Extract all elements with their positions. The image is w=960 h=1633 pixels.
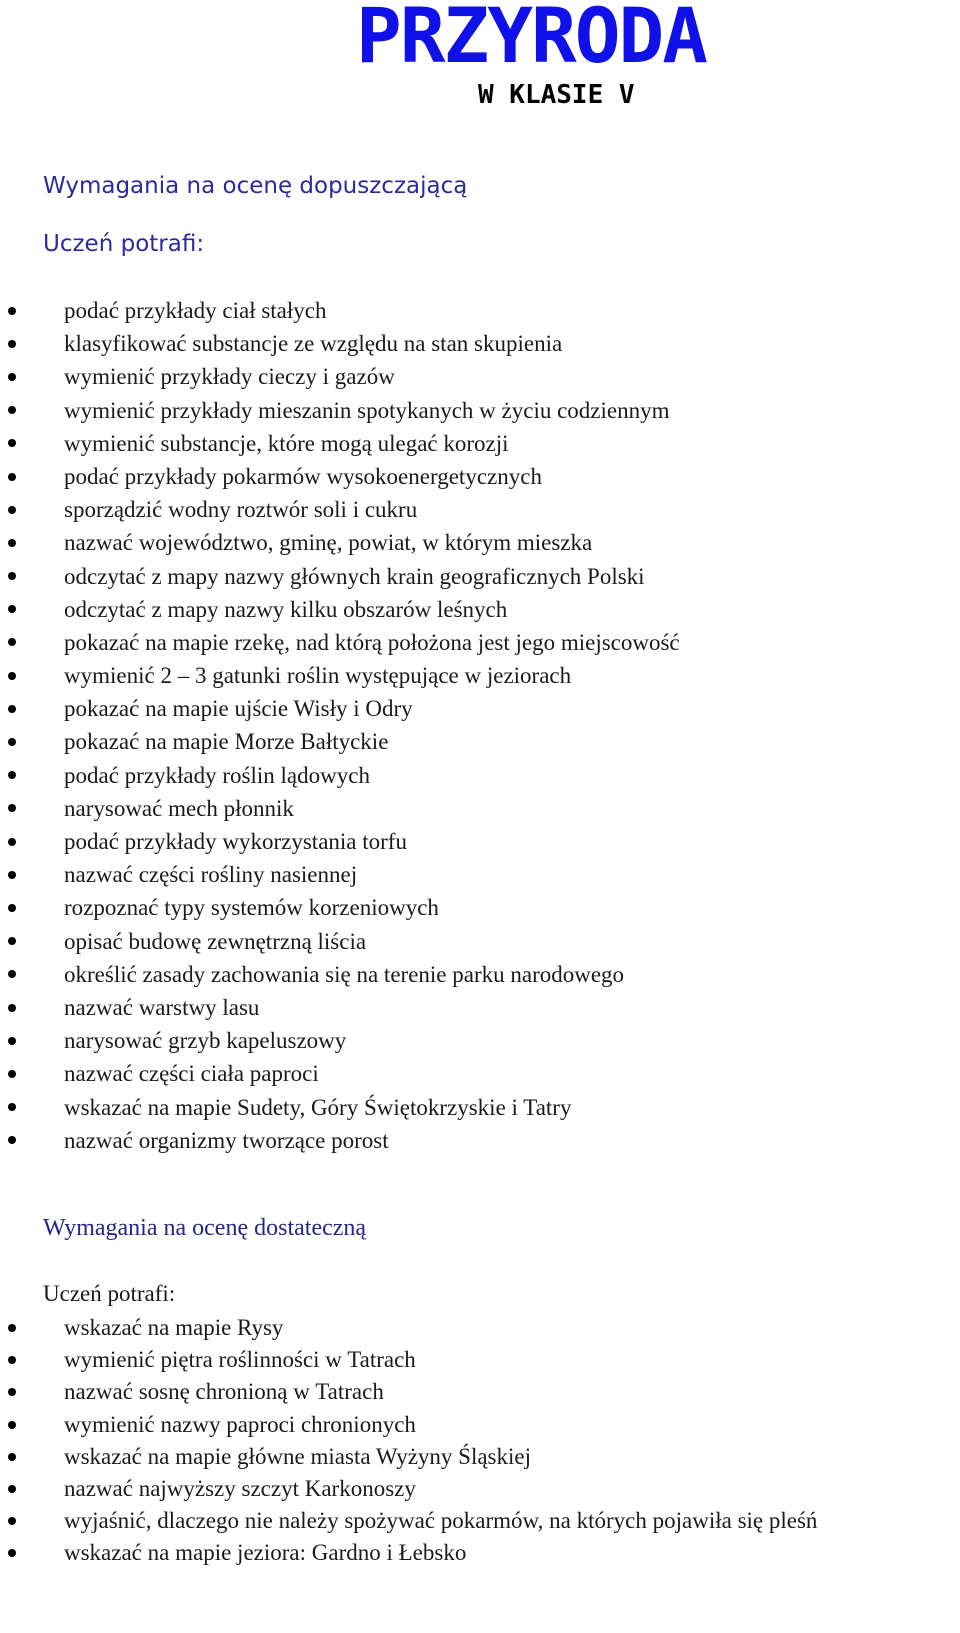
list-item-text: narysować grzyb kapeluszowy <box>64 1028 347 1054</box>
bullet-icon <box>8 1070 16 1078</box>
bullet-icon <box>8 904 16 912</box>
list-item-text: wymienić przykłady cieczy i gazów <box>64 364 395 390</box>
bullet-icon <box>8 1453 16 1461</box>
bullet-icon <box>8 937 16 945</box>
bullet-icon <box>8 1103 16 1111</box>
bullet-icon <box>8 871 16 879</box>
list-item-text: odczytać z mapy nazwy głównych krain geograficznych Polski <box>64 563 645 589</box>
list-item-text: wskazać na mapie jeziora: Gardno i Łebsko <box>64 1540 467 1566</box>
list-item-text: nazwać sosnę chronioną w Tatrach <box>64 1379 384 1405</box>
list-item-text: nazwać części ciała paproci <box>64 1061 319 1087</box>
list-item-text: podać przykłady pokarmów wysokoenergetycznych <box>64 463 542 489</box>
bullet-icon <box>8 340 16 348</box>
list-item-text: wymienić 2 – 3 gatunki roślin występujące w jeziorach <box>64 663 572 689</box>
bullet-icon <box>8 1136 16 1144</box>
list-item-text: sporządzić wodny roztwór soli i cukru <box>64 497 418 523</box>
list-item-text: klasyfikować substancje ze względu na stan skupienia <box>64 331 563 357</box>
bullet-icon <box>8 1549 16 1557</box>
list-item-text: nazwać województwo, gminę, powiat, w którym mieszka <box>64 530 593 556</box>
bullet-icon <box>8 672 16 680</box>
section2-heading: Wymagania na ocenę dostateczną <box>43 1215 367 1241</box>
bullet-icon <box>8 705 16 713</box>
bullet-icon <box>8 1004 16 1012</box>
list-item-text: pokazać na mapie ujście Wisły i Odry <box>64 696 413 722</box>
list-item-text: wskazać na mapie Sudety, Góry Świętokrzyskie i Tatry <box>64 1094 572 1120</box>
bullet-icon <box>8 1356 16 1364</box>
bullet-icon <box>8 307 16 315</box>
bullet-icon <box>8 473 16 481</box>
bullet-icon <box>8 1324 16 1332</box>
bullet-icon <box>8 1421 16 1429</box>
list-item-text: opisać budowę zewnętrzną liścia <box>64 928 367 954</box>
list-item-text: podać przykłady wykorzystania torfu <box>64 829 407 854</box>
list-item-text: nazwać warstwy lasu <box>64 994 260 1020</box>
bullet-icon <box>8 638 16 646</box>
list-item-text: pokazać na mapie Morze Bałtyckie <box>64 729 389 755</box>
list-item-text: podać przykłady ciał stałych <box>64 298 327 323</box>
bullet-icon <box>8 572 16 580</box>
list-item-text: wymienić przykłady mieszanin spotykanych w życiu codziennym <box>64 397 670 423</box>
bullet-icon <box>8 804 16 812</box>
bullet-icon <box>8 838 16 846</box>
list-item-text: podać przykłady roślin lądowych <box>64 762 370 788</box>
bullet-icon <box>8 970 16 978</box>
bullet-icon <box>8 1517 16 1525</box>
section1-intro: Uczeń potrafi: <box>43 231 205 257</box>
document-title: PRZYRODA <box>356 0 707 80</box>
list-item-text: wymienić substancje, które mogą ulegać korozji <box>64 430 509 456</box>
section1-heading: Wymagania na ocenę dopuszczającą <box>43 173 468 199</box>
list-item-text: nazwać części rośliny nasiennej <box>64 862 358 888</box>
list-item-text: rozpoznać typy systemów korzeniowych <box>64 895 439 921</box>
bullet-icon <box>8 605 16 613</box>
bullet-icon <box>8 539 16 547</box>
list-item-text: wskazać na mapie Rysy <box>64 1315 284 1340</box>
section2-intro: Uczeń potrafi: <box>43 1281 176 1306</box>
bullet-icon <box>8 373 16 381</box>
list-item-text: narysować mech płonnik <box>64 795 294 821</box>
list-item-text: określić zasady zachowania się na terenie parku narodowego <box>64 961 625 987</box>
list-item-text: pokazać na mapie rzekę, nad którą położona jest jego miejscowość <box>64 629 680 655</box>
bullet-icon <box>8 771 16 779</box>
list-item-text: odczytać z mapy nazwy kilku obszarów leśnych <box>64 596 508 622</box>
bullet-icon <box>8 439 16 447</box>
list-item-text: wskazać na mapie główne miasta Wyżyny Śląskiej <box>64 1443 531 1469</box>
bullet-icon <box>8 506 16 514</box>
list-item-text: wyjaśnić, dlaczego nie należy spożywać pokarmów, na których pojawiła się pleśń <box>64 1508 818 1534</box>
bullet-icon <box>8 1485 16 1493</box>
list-item-text: wymienić nazwy paproci chronionych <box>64 1411 416 1437</box>
bullet-icon <box>8 738 16 746</box>
document-subtitle: W KLASIE V <box>478 80 635 110</box>
bullet-icon <box>8 1388 16 1396</box>
list-item-text: nazwać najwyższy szczyt Karkonoszy <box>64 1475 416 1501</box>
list-item-text: wymienić piętra roślinności w Tatrach <box>64 1347 416 1373</box>
bullet-icon <box>8 1037 16 1045</box>
bullet-icon <box>8 406 16 414</box>
list-item-text: nazwać organizmy tworzące porost <box>64 1127 389 1153</box>
